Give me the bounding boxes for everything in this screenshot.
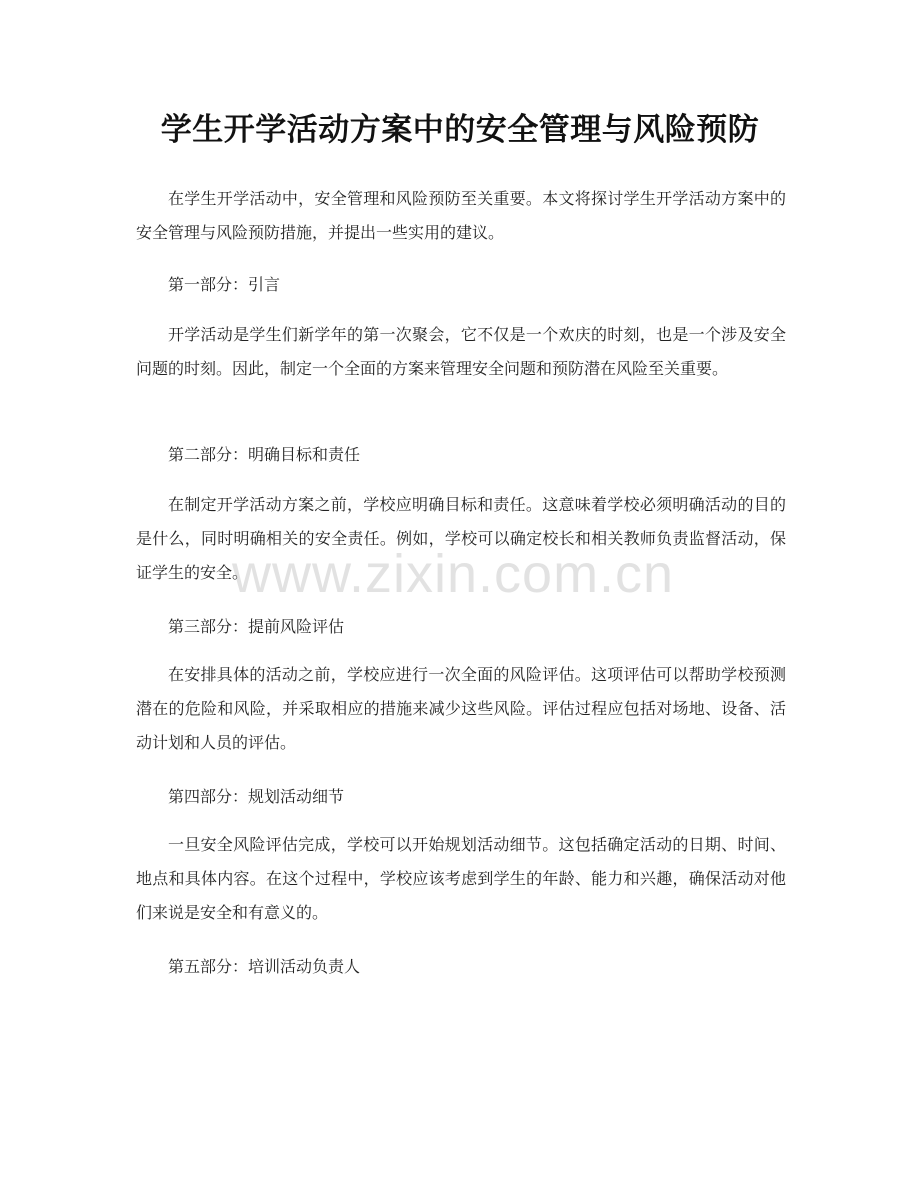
watermark: www.zixin.com.cn bbox=[232, 544, 675, 604]
section-heading-5: 第五部分：培训活动负责人 bbox=[168, 957, 361, 976]
section-heading-2: 第二部分：明确目标和责任 bbox=[168, 445, 361, 464]
section-body-1: 开学活动是学生们新学年的第一次聚会，它不仅是一个欢庆的时刻，也是一个涉及安全问题的时刻。因此，制定一个全面的方案来管理安全问题和预防潜在风险至关重要。 bbox=[136, 325, 786, 378]
section-body-3: 在安排具体的活动之前，学校应进行一次全面的风险评估。这项评估可以帮助学校预测潜在的危险和风险，并采取相应的措施来减少这些风险。评估过程应包括对场地、设备、活动计划和人员的评估。 bbox=[136, 665, 786, 752]
section-heading-1: 第一部分：引言 bbox=[168, 275, 281, 294]
section-body-4: 一旦安全风险评估完成，学校可以开始规划活动细节。这包括确定活动的日期、时间、地点和具体内容。在这个过程中，学校应该考虑到学生的年龄、能力和兴趣，确保活动对他们来说是安全和有意义的。 bbox=[136, 835, 786, 922]
section-heading-4: 第四部分：规划活动细节 bbox=[168, 787, 345, 806]
intro-paragraph: 在学生开学活动中，安全管理和风险预防至关重要。本文将探讨学生开学活动方案中的安全管理与风险预防措施，并提出一些实用的建议。 bbox=[136, 189, 786, 242]
document-title: 学生开学活动方案中的安全管理与风险预防 bbox=[160, 112, 760, 148]
section-body-2: 在制定开学活动方案之前，学校应明确目标和责任。这意味着学校必须明确活动的目的是什么，同时明确相关的安全责任。例如，学校可以确定校长和相关教师负责监督活动，保证学生的安全。 bbox=[136, 495, 786, 582]
section-heading-3: 第三部分：提前风险评估 bbox=[168, 617, 345, 636]
